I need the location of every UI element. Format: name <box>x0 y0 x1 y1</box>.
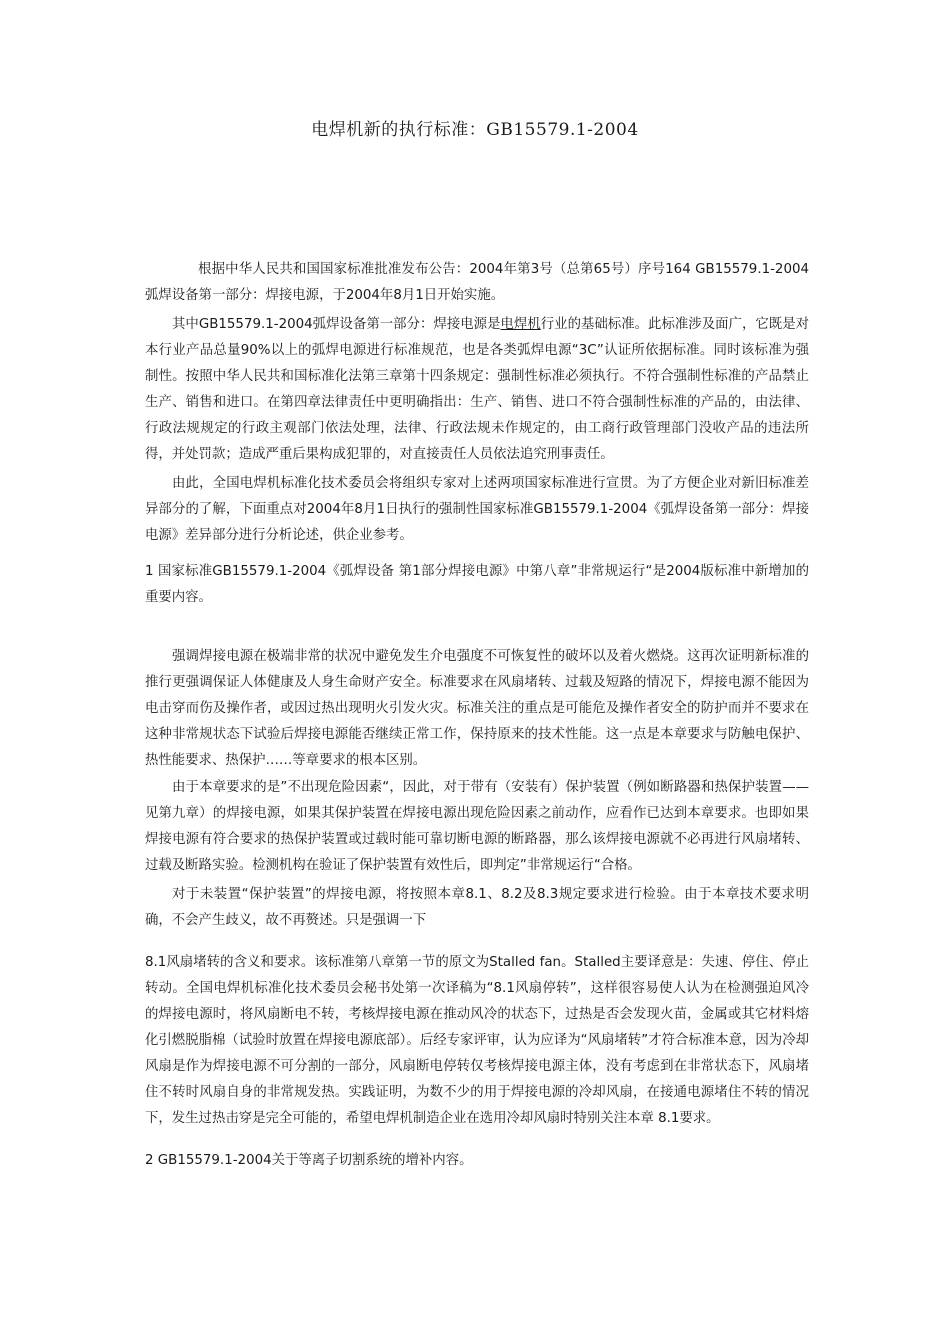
paragraph-standard-overview-rest: 行业的基础标准。此标准涉及面广，它既是对本行业产品总量90%以上的弧焊电源进行标准规范，也是各类弧焊电源“3C”认证所依据标准。同时该标准为强制性。按照中华人民共和国标准化法第三章第十四条规定：强制性标准必须执行。不符合强制性标准的产品禁止生产、销售和进口。在第四章法律责任中更明确指出：生产、销售、进口不符合强制性标准的产品的，由法律、行政法规规定的行政主观部门依法处理，法律、行政法规未作规定的，由工商行政管理部门没收产品的违法所得，并处罚款；造成严重后果构成犯罪的，对直接责任人员依法追究刑事责任。 <box>145 317 810 462</box>
document-title: 电焊机新的执行标准：GB15579.1-2004 <box>311 120 639 140</box>
paragraph-abnormal-operation: 强调焊接电源在极端非常的状况中避免发生介电强度不可恢复性的破坏以及着火燃烧。这再次证明新标准的推行更强调保证人体健康及人身生命财产安全。标准要求在风扇堵转、过载及短路的情况下，焊接电源不能因为电击穿而伤及操作者，或因过热出现明火引发火灾。标准关注的重点是可能危及操作者安全的防护而并不要求在这种非常规状态下试验后焊接电源能否继续正常工作，保持原来的技术性能。这一点是本章要求与防触电保护、热性能要求、热保护……等章要求的根本区别。 <box>145 649 809 768</box>
paragraph-unprotected-supplies: 对于未装置“保护装置”的焊接电源，将按照本章8.1、8.2及8.3规定要求进行检验。由于本章技术要求明确，不会产生歧义，故不再赘述。只是强调一下 <box>145 887 809 928</box>
section-heading-2: 2 GB15579.1-2004关于等离子切割系统的增补内容。 <box>145 1153 473 1168</box>
paragraph-standard-overview-start: 其中GB15579.1-2004弧焊设备第一部分：焊接电源是 <box>172 317 501 332</box>
section-heading-1: 1 国家标准GB15579.1-2004《弧焊设备 第1部分焊接电源》中第八章”非常规运行“是2004版标准中新增加的重要内容。 <box>145 564 809 605</box>
paragraph-committee-briefing: 由此，全国电焊机标准化技术委员会将组织专家对上述两项国家标准进行宣贯。为了方便企业对新旧标准差异部分的了解，下面重点对2004年8月1日执行的强制性国家标准GB15579.1-2004《弧焊设备第一部分：焊接电源》差异部分进行分析论述，供企业参考。 <box>145 476 809 543</box>
document-body <box>145 257 809 1174</box>
paragraph-standard-overview <box>145 312 809 468</box>
welding-machine-link[interactable]: 电焊机 <box>500 317 541 332</box>
paragraph-protection-devices: 由于本章要求的是”不出现危险因素“，因此，对于带有（安装有）保护装置（例如断路器和热保护装置——见第九章）的焊接电源，如果其保护装置在焊接电源出现危险因素之前动作，应看作已达到本章要求。也即如果焊接电源有符合要求的热保护装置或过载时能可靠切断电源的断路器，那么该焊接电源就不必再进行风扇堵转、过载及断路实验。检测机构在验证了保护装置有效性后，即判定”非常规运行“合格。 <box>145 780 809 873</box>
paragraph-announcement: 根据中华人民共和国国家标准批准发布公告：2004年第3号（总第65号）序号164 GB15579.1-2004弧焊设备第一部分：焊接电源，于2004年8月1日开始实施。 <box>145 262 809 303</box>
paragraph-stalled-fan: 8.1风扇堵转的含义和要求。该标准第八章第一节的原文为Stalled fan。Stalled主要译意是：失速、停住、停止转动。全国电焊机标准化技术委员会秘书处第一次译稿为“8.1风扇停转”，这样很容易使人认为在检测强迫风冷的焊接电源时，将风扇断电不转，考核焊接电源在推动风冷的状态下，过热是否会发现火苗，金属或其它材料熔化引燃脱脂棉（试验时放置在焊接电源底部）。后经专家评审，认为应译为“风扇堵转”才符合标准本意，因为冷却风扇是作为焊接电源不可分割的一部分，风扇断电停转仅考核焊接电源主体，没有考虑到在非常状态下，风扇堵住不转时风扇自身的非常规发热。实践证明，为数不少的用于焊接电源的冷却风扇，在接通电源堵住不转的情况下，发生过热击穿是完全可能的，希望电焊机制造企业在选用冷却风扇时特别关注本章 8.1要求。 <box>145 955 809 1126</box>
